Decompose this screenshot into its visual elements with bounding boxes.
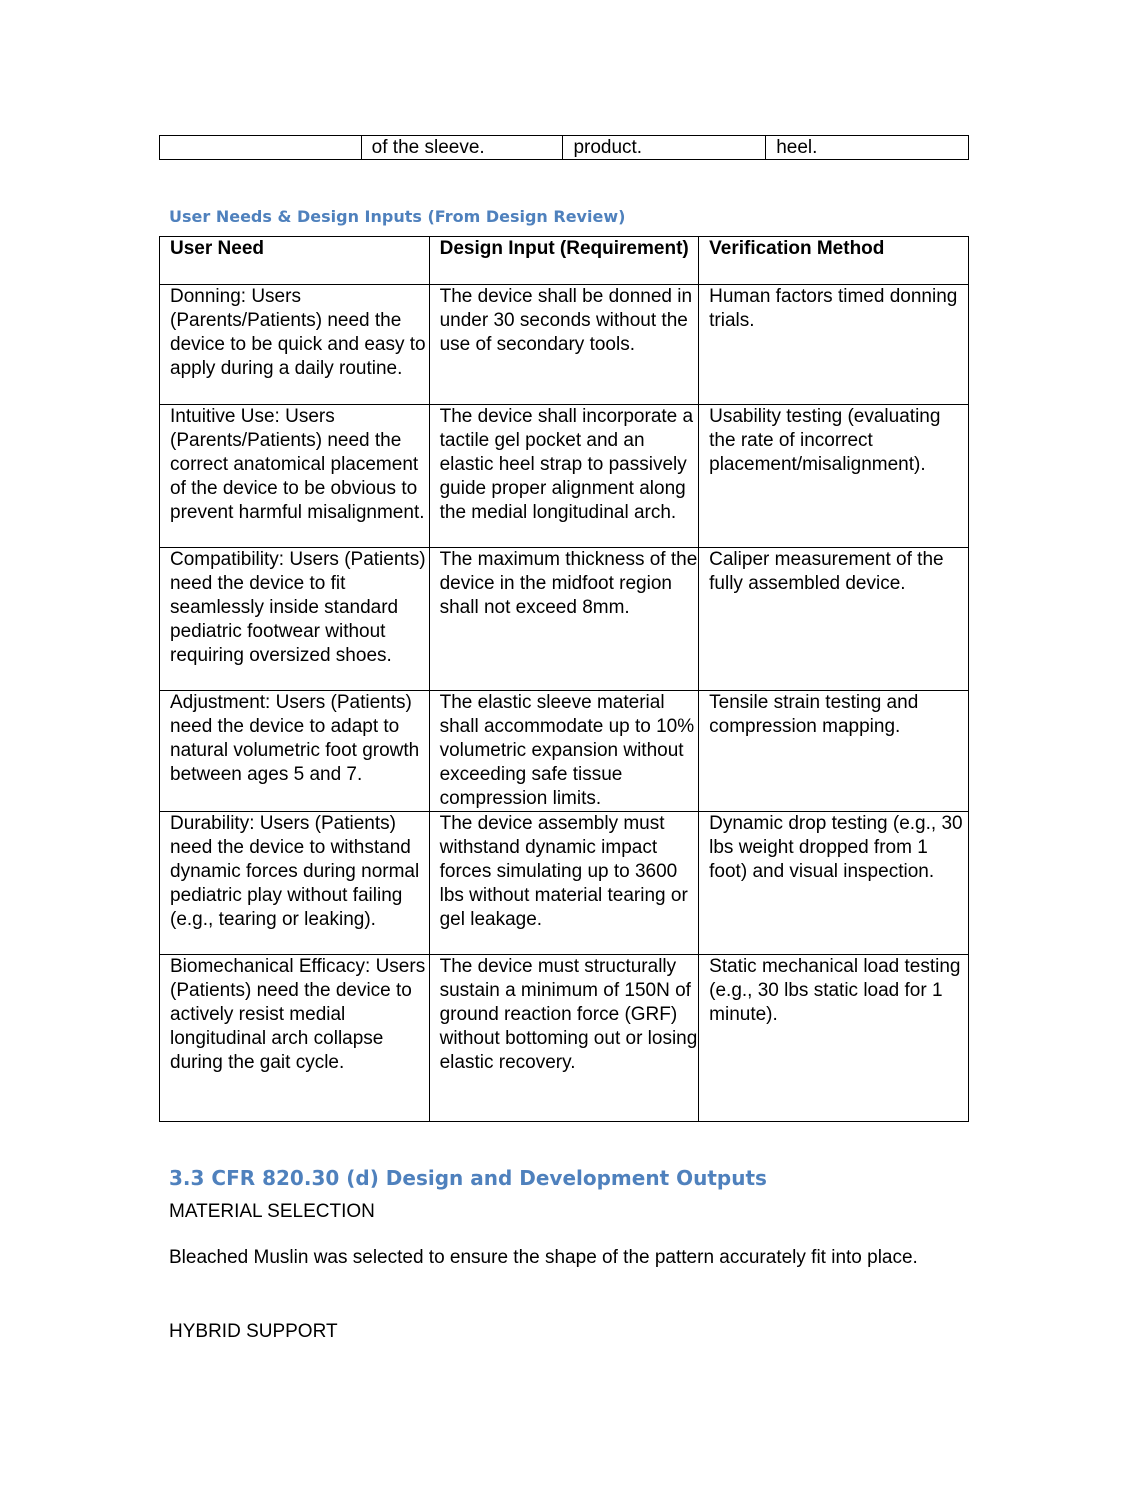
continued-table [159,135,969,160]
table-row [160,548,969,691]
table-cell: The device must structurally sustain a minimum of 150N of ground reaction force (GRF) without bottoming out or losing elastic recovery. [429,955,699,1122]
user-needs-table [159,236,969,1122]
paragraph-material-selection: Bleached Muslin was selected to ensure the shape of the pattern accurately fit into place. [169,1247,918,1268]
table-row [160,955,969,1122]
table-row [160,285,969,405]
table-cell: The device shall be donned in under 30 seconds without the use of secondary tools. [429,285,699,405]
table-row [160,136,969,160]
subheading-hybrid-support: HYBRID SUPPORT [169,1321,338,1342]
table-cell: Intuitive Use: Users (Parents/Patients) need the correct anatomical placement of the device to be obvious to prevent harmful misalignment. [160,405,430,548]
table-cell [160,136,362,160]
table-cell: The device shall incorporate a tactile gel pocket and an elastic heel strap to passively guide proper alignment along the medial longitudinal arch. [429,405,699,548]
table-caption: User Needs & Design Inputs (From Design Review) [169,207,626,226]
column-header-verification-method: Verification Method [699,237,969,285]
table-cell: Usability testing (evaluating the rate of incorrect placement/misalignment). [699,405,969,548]
table-cell: The maximum thickness of the device in the midfoot region shall not exceed 8mm. [429,548,699,691]
table-row [160,812,969,955]
table-cell: Tensile strain testing and compression mapping. [699,691,969,812]
table-row [160,405,969,548]
table-cell: product. [563,136,766,160]
table-cell: Donning: Users (Parents/Patients) need the device to be quick and easy to apply during a daily routine. [160,285,430,405]
table-cell: of the sleeve. [361,136,563,160]
subheading-material-selection: MATERIAL SELECTION [169,1201,375,1222]
table-header-row [160,237,969,285]
table-cell: Adjustment: Users (Patients) need the device to adapt to natural volumetric foot growth between ages 5 and 7. [160,691,430,812]
table-cell: Durability: Users (Patients) need the device to withstand dynamic forces during normal pediatric play without failing (e.g., tearing or leaking). [160,812,430,955]
table-cell: Dynamic drop testing (e.g., 30 lbs weight dropped from 1 foot) and visual inspection. [699,812,969,955]
table-cell: Compatibility: Users (Patients) need the device to fit seamlessly inside standard pediatric footwear without requiring oversized shoes. [160,548,430,691]
table-cell: Biomechanical Efficacy: Users (Patients) need the device to actively resist medial longitudinal arch collapse during the gait cycle. [160,955,430,1122]
table-row [160,691,969,812]
table-cell: The elastic sleeve material shall accommodate up to 10% volumetric expansion without exceeding safe tissue compression limits. [429,691,699,812]
section-heading: 3.3 CFR 820.30 (d) Design and Development Outputs [169,1166,767,1190]
table-cell: Static mechanical load testing (e.g., 30 lbs static load for 1 minute). [699,955,969,1122]
column-header-design-input: Design Input (Requirement) [429,237,699,285]
table-cell: Human factors timed donning trials. [699,285,969,405]
table-cell: The device assembly must withstand dynamic impact forces simulating up to 3600 lbs without material tearing or gel leakage. [429,812,699,955]
table-cell: Caliper measurement of the fully assembled device. [699,548,969,691]
table-cell: heel. [766,136,969,160]
column-header-user-need: User Need [160,237,430,285]
